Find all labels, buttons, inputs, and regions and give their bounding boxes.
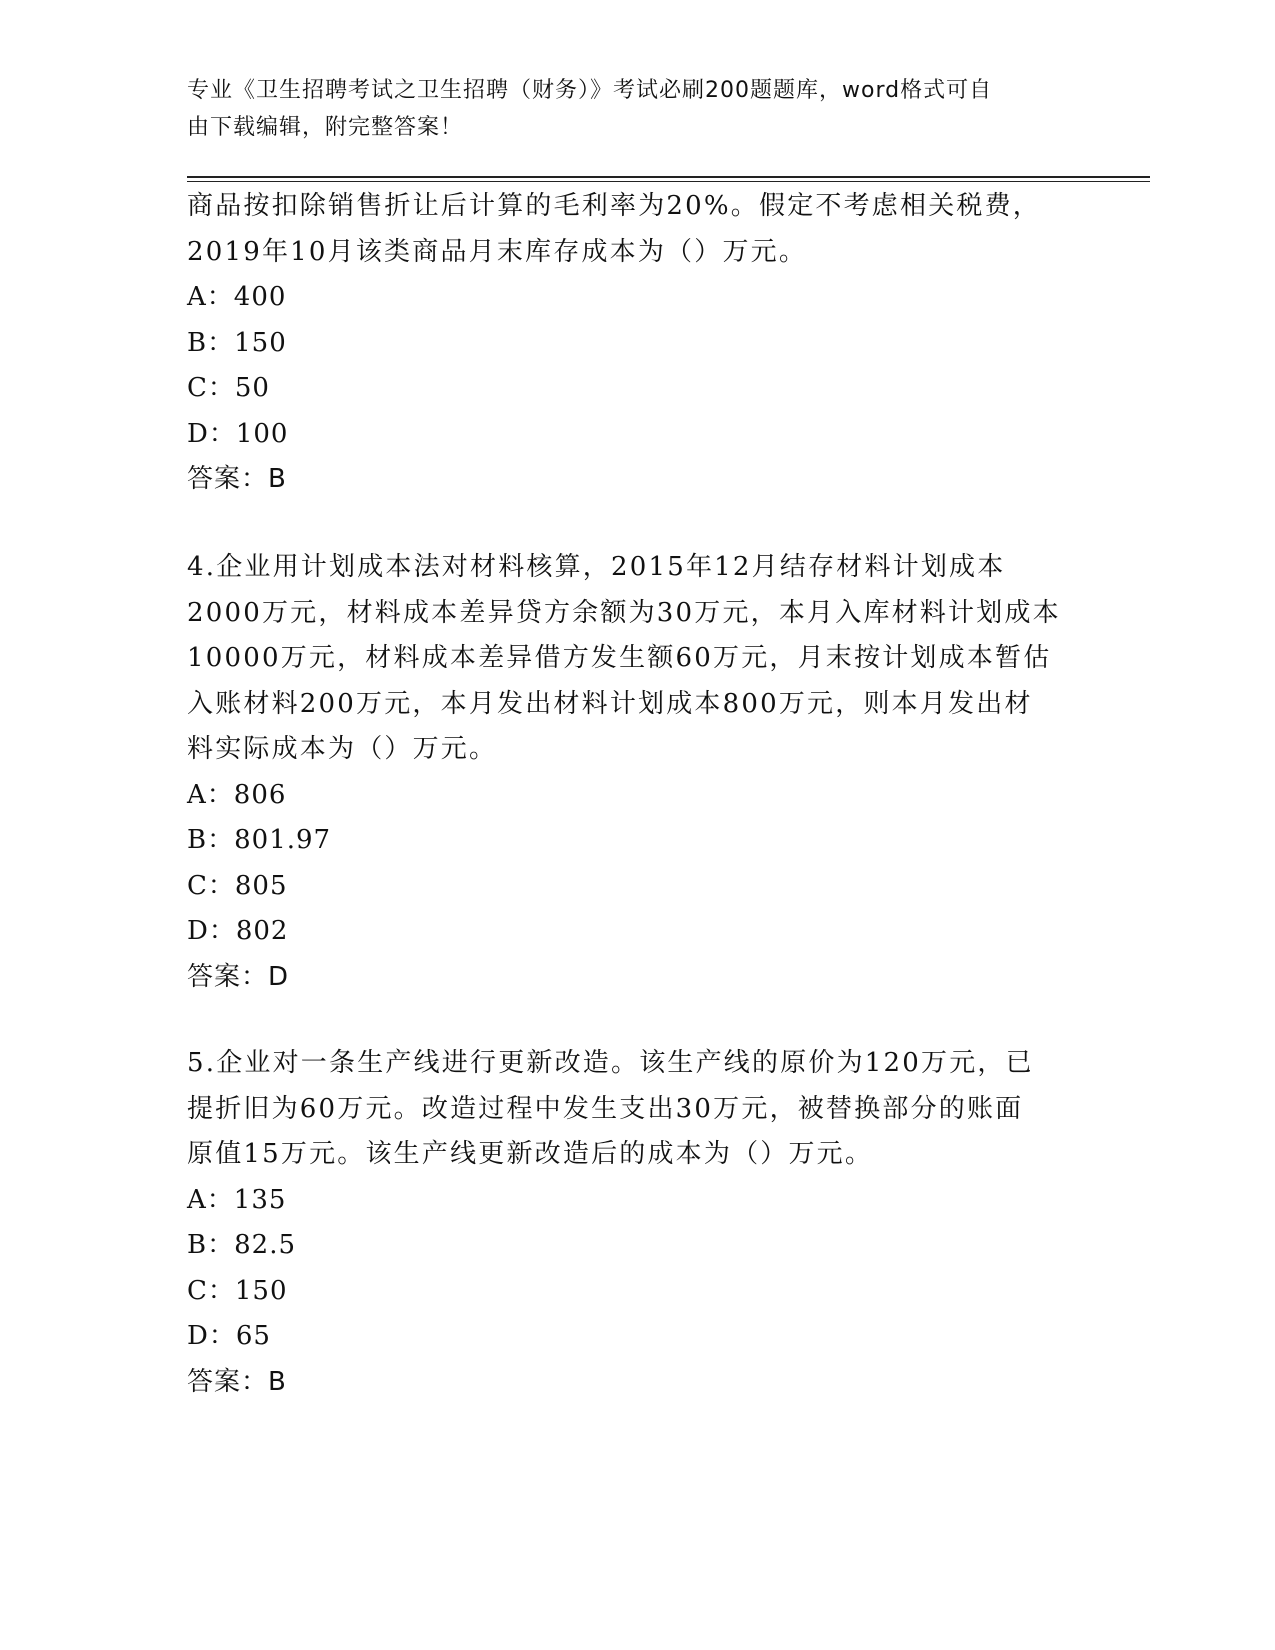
header-divider-thin <box>187 181 1150 182</box>
header-line-2: 由下载编辑，附完整答案！ <box>187 115 464 140</box>
question-5 <box>187 1041 1087 1405</box>
question-stem-line: 2019年10月该类商品月末库存成本为（）万元。 <box>187 236 808 267</box>
option-b: B：82.5 <box>187 1230 296 1260</box>
option-c: C：50 <box>187 373 270 403</box>
answer-line: 答案：D <box>187 961 290 992</box>
option-a: A：135 <box>187 1184 287 1215</box>
header-divider-thick <box>187 176 1150 178</box>
option-d: D：65 <box>187 1321 271 1351</box>
question-4 <box>187 545 1087 1000</box>
option-c: C：805 <box>187 870 288 901</box>
question-stem-line: 提折旧为60万元。改造过程中发生支出30万元，被替换部分的账面 <box>187 1093 1024 1124</box>
answer-line: 答案：B <box>187 464 287 494</box>
option-d: D：100 <box>187 418 289 449</box>
question-stem-line: 2000万元，材料成本差异贷方余额为30万元，本月入库材料计划成本 <box>187 597 1061 628</box>
option-c: C：150 <box>187 1275 288 1306</box>
option-b: B：801.97 <box>187 825 332 855</box>
answer-line: 答案：B <box>187 1366 287 1397</box>
question-3 <box>187 184 1087 503</box>
question-stem-line: 5.企业对一条生产线进行更新改造。该生产线的原价为120万元，已 <box>187 1048 1034 1078</box>
question-stem-line: 4.企业用计划成本法对材料核算，2015年12月结存材料计划成本 <box>187 552 1006 582</box>
option-b: B：150 <box>187 327 287 358</box>
option-a: A：400 <box>187 282 287 312</box>
question-stem-line: 料实际成本为（）万元。 <box>187 734 498 764</box>
header-line-1: 专业《卫生招聘考试之卫生招聘（财务）》考试必刷200题题库，word格式可自 <box>187 78 993 103</box>
question-stem-line: 原值15万元。该生产线更新改造后的成本为（）万元。 <box>187 1139 874 1169</box>
option-d: D：802 <box>187 916 289 946</box>
question-stem-line: 商品按扣除销售折让后计算的毛利率为20%。假定不考虑相关税费， <box>187 191 1041 221</box>
question-stem-line: 10000万元，材料成本差异借方发生额60万元，月末按计划成本暂估 <box>187 643 1052 673</box>
document-header <box>187 72 1087 146</box>
option-a: A：806 <box>187 779 287 810</box>
question-stem-line: 入账材料200万元，本月发出材料计划成本800万元，则本月发出材 <box>187 688 1033 719</box>
